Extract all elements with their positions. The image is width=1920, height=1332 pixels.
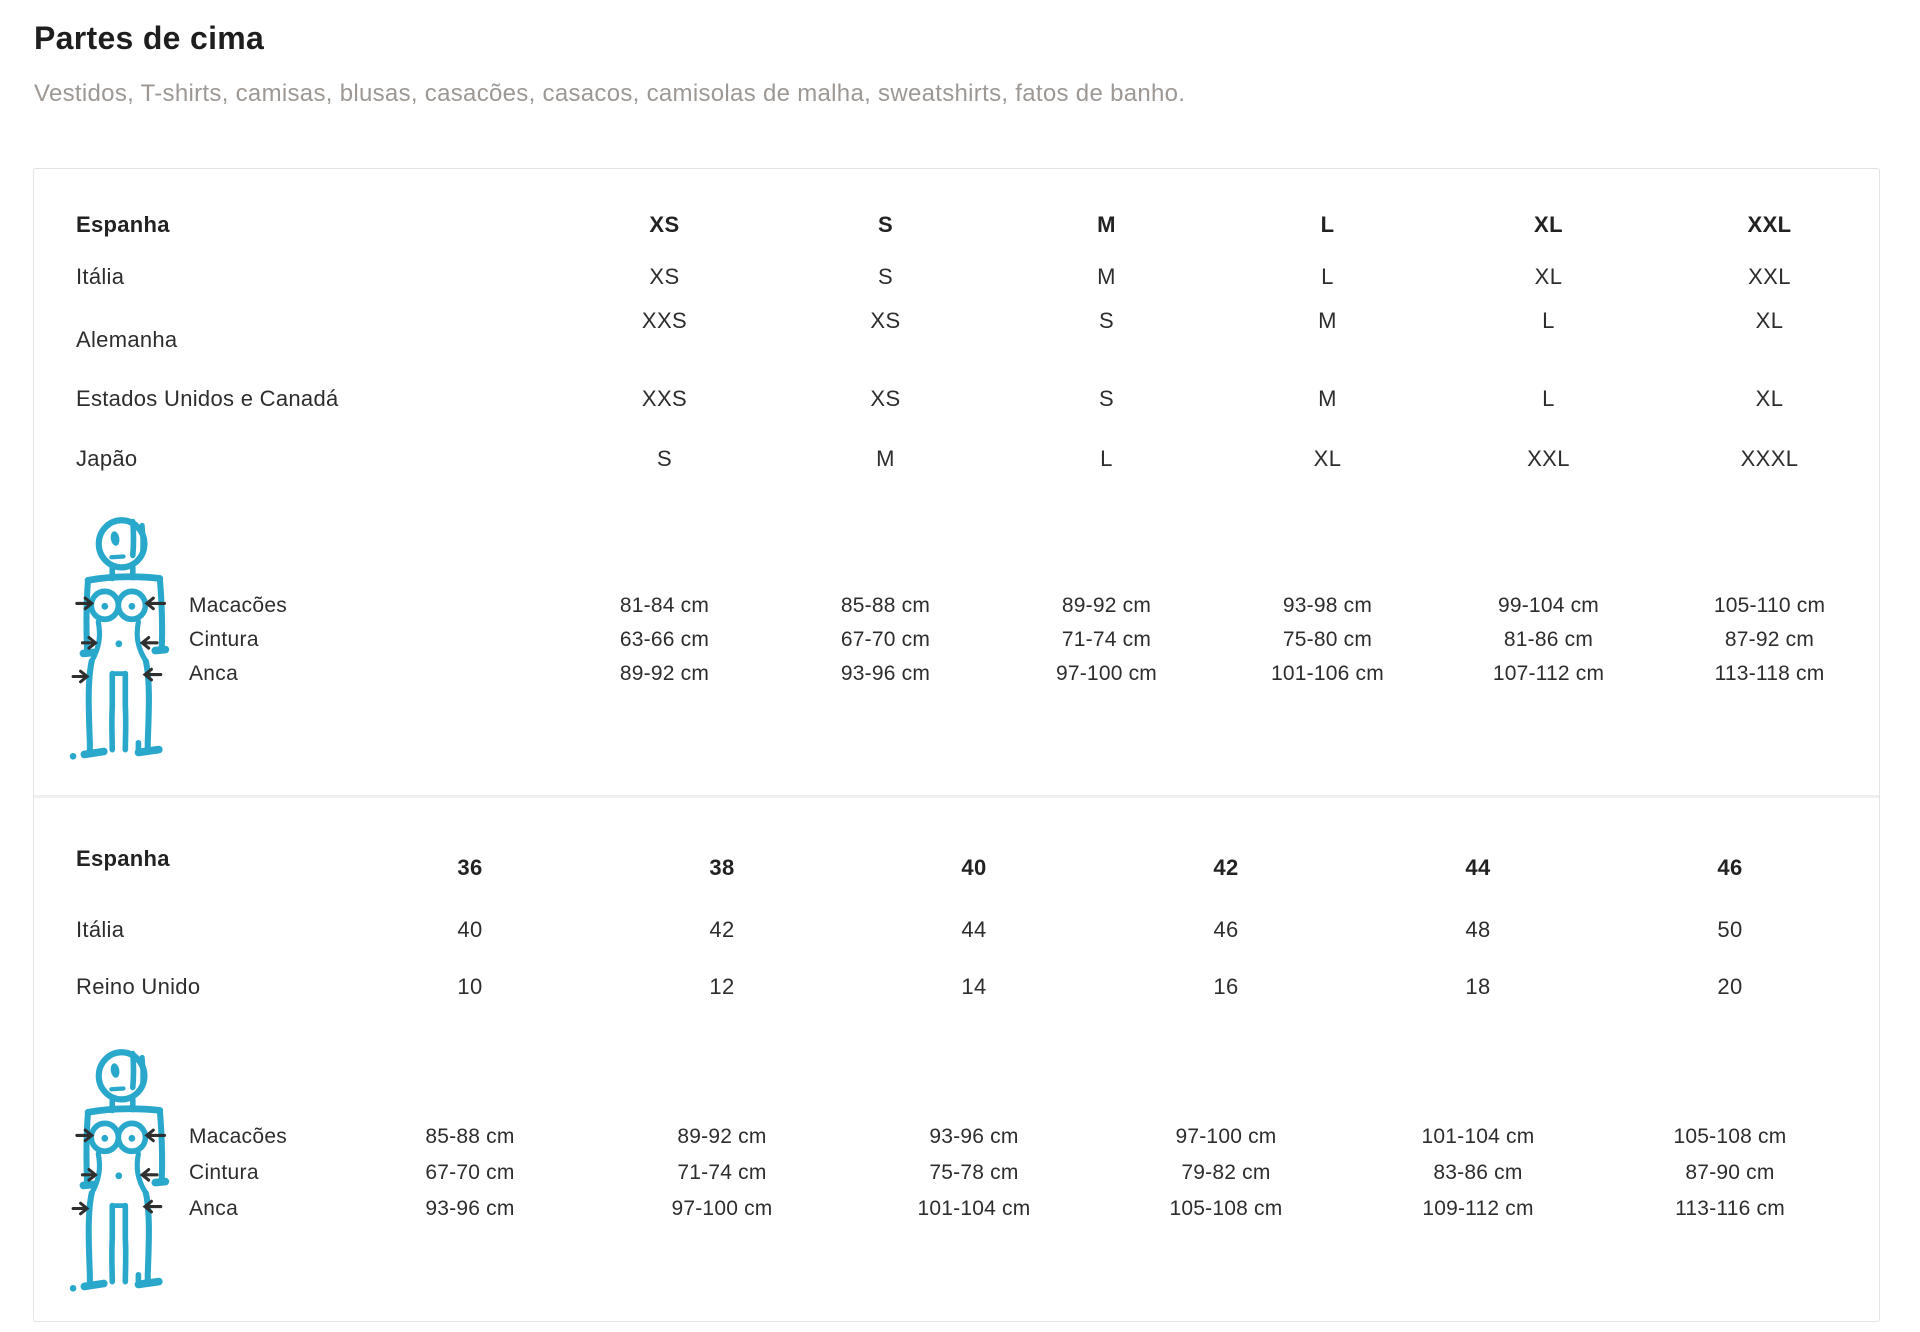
row-value: S: [877, 212, 894, 237]
measurement-row: [34, 623, 1879, 657]
row-value: 109-112 cm: [1422, 1197, 1534, 1220]
row-value: 87-92 cm: [1724, 628, 1815, 651]
measurement-row: [34, 1155, 1879, 1191]
row-value: XXS: [641, 386, 688, 411]
row-value: XL: [1313, 446, 1342, 471]
row-value: 20: [1717, 974, 1743, 999]
row-value: 14: [961, 974, 987, 999]
page-title: Partes de cima: [34, 20, 265, 56]
row-value: 97-100 cm: [1055, 662, 1158, 685]
row-label: Anca: [189, 662, 239, 685]
row-label: Cintura: [189, 628, 259, 651]
row-label: Anca: [189, 1197, 239, 1220]
row-value: XL: [1534, 264, 1563, 289]
row-value: 38: [709, 855, 735, 880]
row-label: Itália: [76, 917, 125, 942]
row-value: 10: [457, 974, 483, 999]
row-value: 67-70 cm: [425, 1161, 515, 1184]
page-subtitle: Vestidos, T-shirts, camisas, blusas, casacões, casacos, camisolas de malha, sweatshirts, fatos de banho.: [34, 80, 1186, 107]
row-value: 93-96 cm: [929, 1125, 1019, 1148]
row-value: XS: [870, 386, 901, 411]
row-value: 93-96 cm: [425, 1197, 515, 1220]
row-value: XL: [1755, 308, 1784, 333]
row-value: XS: [649, 212, 680, 237]
row-value: 63-66 cm: [619, 628, 710, 651]
row-value: XXL: [1527, 446, 1570, 471]
size-row: [34, 904, 1879, 956]
row-value: XS: [649, 264, 680, 289]
row-value: XS: [870, 308, 901, 333]
row-value: 81-86 cm: [1503, 628, 1594, 651]
row-value: 40: [961, 855, 987, 880]
size-row: [34, 838, 1879, 890]
row-value: 50: [1717, 917, 1743, 942]
female-body-measure-figure-icon: [60, 514, 200, 764]
row-value: M: [1097, 212, 1116, 237]
body-figure-illustration: [60, 514, 200, 764]
row-value: 18: [1465, 974, 1491, 999]
row-value: 101-104 cm: [917, 1197, 1031, 1220]
row-value: 101-104 cm: [1421, 1125, 1535, 1148]
measurement-row: [34, 657, 1879, 691]
letter-size-table: [34, 199, 1879, 485]
row-value: 75-80 cm: [1282, 628, 1373, 651]
row-value: M: [1097, 264, 1116, 289]
row-value: 93-98 cm: [1282, 594, 1373, 617]
row-label: Macacões: [189, 594, 288, 617]
row-value: 46: [1717, 855, 1743, 880]
row-value: L: [1321, 264, 1334, 289]
row-value: 89-92 cm: [1061, 594, 1152, 617]
size-row: [34, 433, 1879, 485]
row-value: S: [877, 264, 894, 289]
row-value: 36: [457, 855, 483, 880]
female-body-measure-figure-icon: [60, 1046, 200, 1296]
body-figure-illustration: [60, 1046, 200, 1296]
row-value: M: [876, 446, 895, 471]
row-value: M: [1318, 386, 1337, 411]
row-value: 105-110 cm: [1713, 594, 1826, 617]
row-value: M: [1318, 308, 1337, 333]
size-row: [34, 199, 1879, 251]
row-value: 89-92 cm: [677, 1125, 767, 1148]
row-value: 42: [709, 917, 735, 942]
row-value: 71-74 cm: [677, 1161, 767, 1184]
row-value: 97-100 cm: [1175, 1125, 1277, 1148]
measurement-row: [34, 1191, 1879, 1227]
row-label: Reino Unido: [76, 974, 201, 999]
row-label: Estados Unidos e Canadá: [76, 386, 339, 411]
row-value: S: [1098, 386, 1115, 411]
size-row: [34, 303, 1879, 355]
row-label: Alemanha: [76, 327, 178, 352]
row-value: XL: [1534, 212, 1563, 237]
row-value: 89-92 cm: [619, 662, 710, 685]
row-value: 79-82 cm: [1181, 1161, 1271, 1184]
measurement-row: [34, 1119, 1879, 1155]
row-value: 105-108 cm: [1169, 1197, 1283, 1220]
row-value: XXS: [641, 308, 688, 333]
row-value: L: [1542, 386, 1555, 411]
row-value: 93-96 cm: [840, 662, 931, 685]
row-value: 12: [709, 974, 735, 999]
section-numeric-sizes: [34, 798, 1879, 1321]
row-value: 75-78 cm: [929, 1161, 1019, 1184]
row-value: L: [1542, 308, 1555, 333]
row-value: 101-106 cm: [1271, 662, 1384, 685]
size-row: [34, 251, 1879, 303]
row-value: XXL: [1747, 212, 1792, 237]
row-value: 16: [1213, 974, 1239, 999]
row-value: L: [1320, 212, 1335, 237]
row-value: XL: [1755, 386, 1784, 411]
row-value: 44: [1465, 855, 1491, 880]
row-value: 87-90 cm: [1685, 1161, 1775, 1184]
row-value: 67-70 cm: [840, 628, 931, 651]
body-measurement-table: [34, 1119, 1879, 1227]
size-chart-panel: [33, 168, 1880, 1322]
size-row: [34, 961, 1879, 1013]
row-value: 48: [1465, 917, 1491, 942]
row-value: 83-86 cm: [1433, 1161, 1523, 1184]
row-value: 44: [961, 917, 987, 942]
row-label: Espanha: [76, 212, 170, 237]
measurement-row: [34, 589, 1879, 623]
size-row: [34, 373, 1879, 425]
row-value: 40: [457, 917, 483, 942]
section-international-letter-sizes: [34, 169, 1879, 795]
row-value: 107-112 cm: [1492, 662, 1605, 685]
row-value: 42: [1213, 855, 1239, 880]
row-value: 99-104 cm: [1497, 594, 1600, 617]
numeric-size-table: [34, 838, 1879, 1013]
row-value: XXL: [1748, 264, 1791, 289]
row-label: Itália: [76, 264, 125, 289]
row-value: 81-84 cm: [619, 594, 710, 617]
row-value: XXXL: [1740, 446, 1799, 471]
row-value: L: [1100, 446, 1113, 471]
row-value: 105-108 cm: [1673, 1125, 1787, 1148]
row-value: 113-116 cm: [1675, 1197, 1785, 1220]
row-value: 71-74 cm: [1061, 628, 1152, 651]
row-value: S: [656, 446, 673, 471]
body-measurement-table: [34, 589, 1879, 691]
row-label: Cintura: [189, 1161, 259, 1184]
row-value: 97-100 cm: [671, 1197, 773, 1220]
row-value: 85-88 cm: [425, 1125, 515, 1148]
row-value: 46: [1213, 917, 1239, 942]
row-value: S: [1098, 308, 1115, 333]
row-label: Espanha: [76, 846, 170, 871]
row-label: Macacões: [189, 1125, 288, 1148]
row-value: 85-88 cm: [840, 594, 931, 617]
row-value: 113-118 cm: [1714, 662, 1825, 685]
row-label: Japão: [76, 446, 138, 471]
